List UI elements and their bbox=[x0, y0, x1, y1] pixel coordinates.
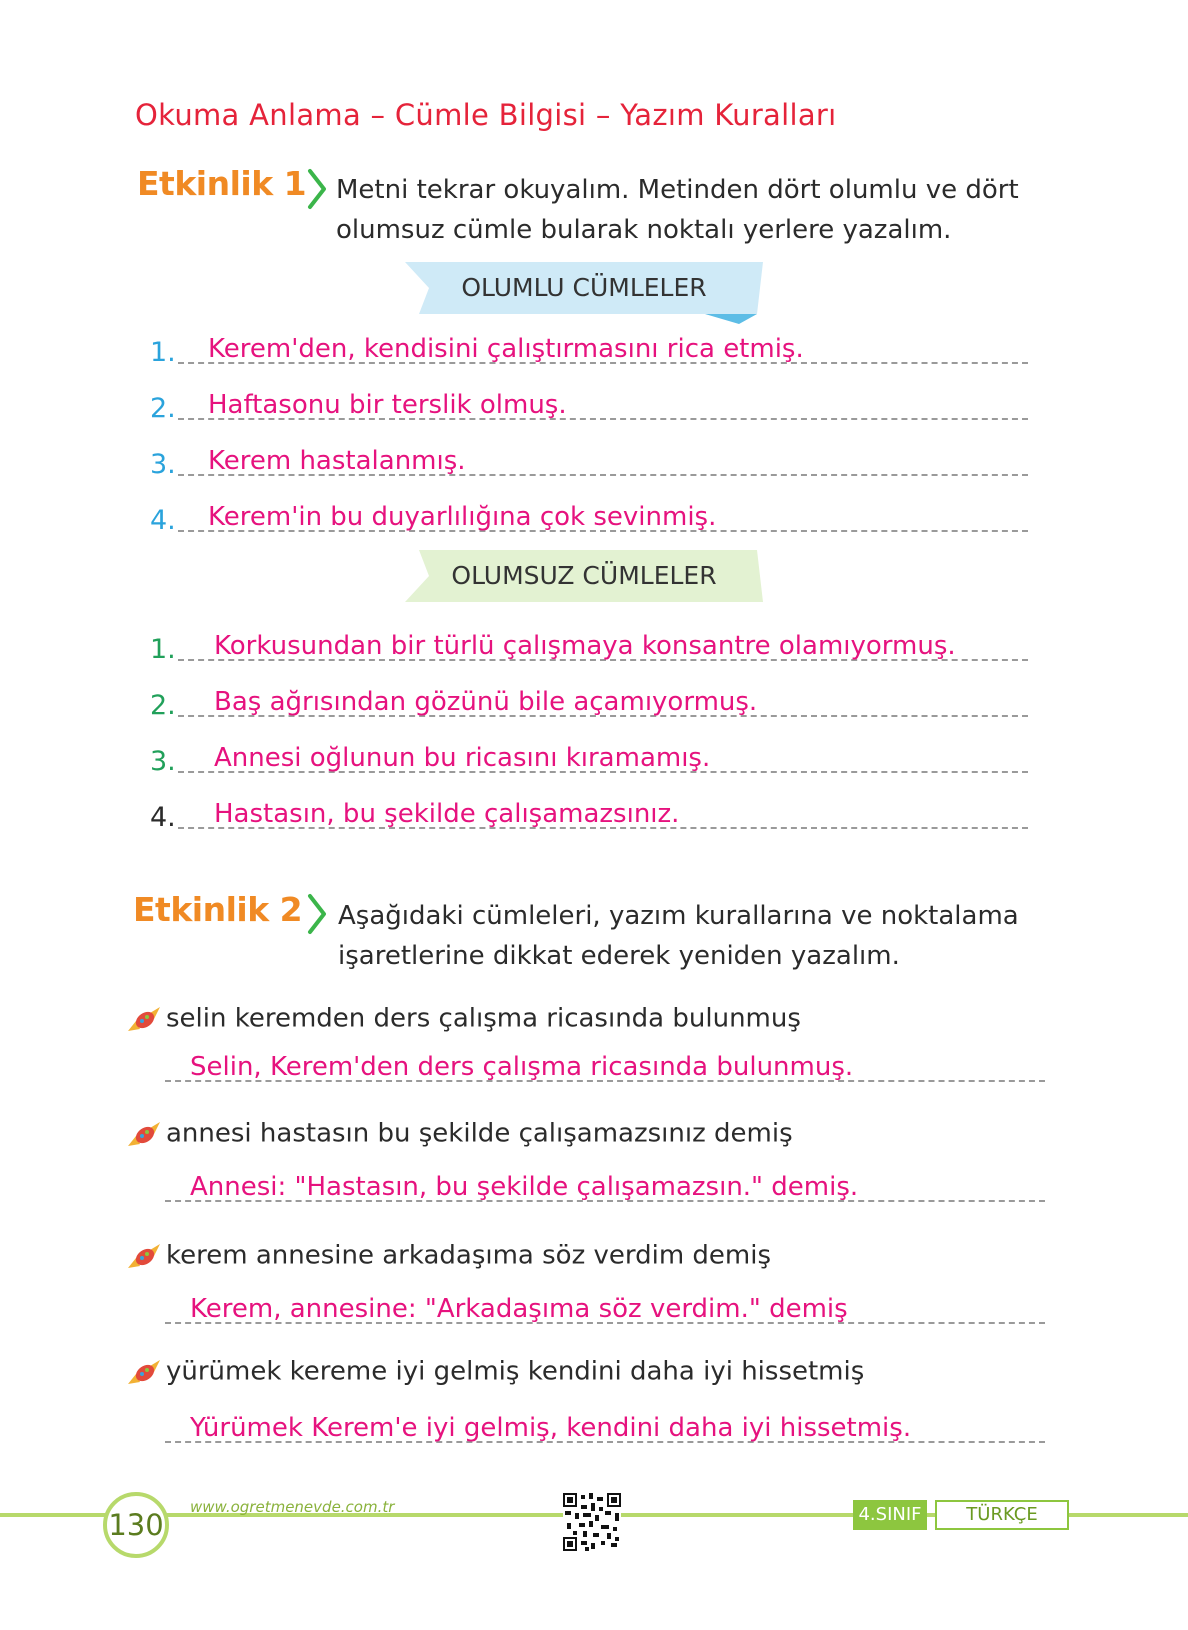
answer-line bbox=[150, 488, 1028, 534]
activity1-instruction bbox=[336, 170, 1019, 250]
exercise-question bbox=[126, 1003, 801, 1043]
answer-text: Annesi oğlunun bu ricasını kıramamış. bbox=[214, 743, 711, 773]
answer-text: Kerem hastalanmış. bbox=[208, 446, 466, 476]
question-text: kerem annesine arkadaşıma söz verdim demiş bbox=[166, 1240, 772, 1271]
subject-badge: TÜRKÇE bbox=[935, 1500, 1069, 1530]
positive-banner-text: OLUMLU CÜMLELER bbox=[461, 273, 707, 302]
answer-line bbox=[150, 432, 1028, 478]
answer-line bbox=[150, 785, 1028, 831]
chevron-right-icon bbox=[306, 168, 328, 210]
exercise-answer-line bbox=[165, 1282, 1045, 1326]
answer-line bbox=[150, 673, 1028, 719]
answer-line bbox=[150, 729, 1028, 775]
exercise-answer-line bbox=[165, 1160, 1045, 1204]
negative-banner bbox=[405, 550, 763, 602]
candy-icon bbox=[126, 1003, 162, 1035]
candy-icon bbox=[126, 1356, 162, 1388]
activity2-instruction-line1: Aşağıdaki cümleleri, yazım kurallarına ve noktalama bbox=[338, 901, 1019, 931]
activity1-label: Etkinlik 1 bbox=[137, 164, 307, 203]
answer-line bbox=[150, 617, 1028, 663]
activity1-instruction-line1: Metni tekrar okuyalım. Metinden dört olumlu ve dört bbox=[336, 175, 1019, 205]
negative-banner-text: OLUMSUZ CÜMLELER bbox=[451, 561, 717, 590]
line-number: 4. bbox=[150, 505, 176, 536]
exercise-answer-line bbox=[165, 1040, 1045, 1084]
question-text: annesi hastasın bu şekilde çalışamazsınız demiş bbox=[166, 1118, 793, 1149]
answer-text: Yürümek Kerem'e iyi gelmiş, kendini daha iyi hissetmiş. bbox=[190, 1413, 912, 1443]
line-number: 4. bbox=[150, 802, 176, 833]
activity2-label: Etkinlik 2 bbox=[133, 890, 303, 929]
answer-text: Kerem, annesine: "Arkadaşıma söz verdim." demiş bbox=[190, 1294, 848, 1324]
question-text: yürümek kereme iyi gelmiş kendini daha iyi hissetmiş bbox=[166, 1356, 865, 1387]
answer-text: Korkusundan bir türlü çalışmaya konsantre olamıyormuş. bbox=[214, 631, 956, 661]
line-number: 2. bbox=[150, 690, 176, 721]
exercise-answer-line bbox=[165, 1401, 1045, 1445]
answer-text: Selin, Kerem'den ders çalışma ricasında bulunmuş. bbox=[190, 1052, 854, 1082]
footer-url[interactable]: www.ogretmenevde.com.tr bbox=[190, 1498, 395, 1516]
positive-banner bbox=[405, 262, 763, 314]
activity2-instruction-line2: işaretlerine dikkat ederek yeniden yazalım. bbox=[338, 941, 900, 971]
page-number: 130 bbox=[103, 1492, 169, 1558]
chevron-right-icon bbox=[306, 893, 328, 935]
answer-text: Kerem'den, kendisini çalıştırmasını rica etmiş. bbox=[208, 334, 804, 364]
exercise-question bbox=[126, 1356, 864, 1396]
exercise-question bbox=[126, 1240, 771, 1280]
line-number: 3. bbox=[150, 746, 176, 777]
candy-icon bbox=[126, 1118, 162, 1150]
qr-code-icon[interactable] bbox=[563, 1493, 621, 1551]
grade-badge: 4.SINIF bbox=[853, 1500, 927, 1530]
activity1-instruction-line2: olumsuz cümle bularak noktalı yerlere yazalım. bbox=[336, 215, 952, 245]
answer-line bbox=[150, 376, 1028, 422]
question-text: selin keremden ders çalışma ricasında bulunmuş bbox=[166, 1003, 801, 1034]
candy-icon bbox=[126, 1240, 162, 1272]
section-title: Okuma Anlama – Cümle Bilgisi – Yazım Kuralları bbox=[135, 98, 837, 132]
line-number: 3. bbox=[150, 449, 176, 480]
activity2-instruction bbox=[338, 896, 1019, 976]
answer-line bbox=[150, 320, 1028, 366]
line-number: 1. bbox=[150, 337, 176, 368]
line-number: 1. bbox=[150, 634, 176, 665]
answer-text: Baş ağrısından gözünü bile açamıyormuş. bbox=[214, 687, 758, 717]
answer-text: Kerem'in bu duyarlılığına çok sevinmiş. bbox=[208, 502, 717, 532]
line-number: 2. bbox=[150, 393, 176, 424]
exercise-question bbox=[126, 1118, 793, 1158]
answer-text: Hastasın, bu şekilde çalışamazsınız. bbox=[214, 799, 680, 829]
answer-text: Haftasonu bir terslik olmuş. bbox=[208, 390, 567, 420]
answer-text: Annesi: "Hastasın, bu şekilde çalışamazsın." demiş. bbox=[190, 1172, 859, 1202]
